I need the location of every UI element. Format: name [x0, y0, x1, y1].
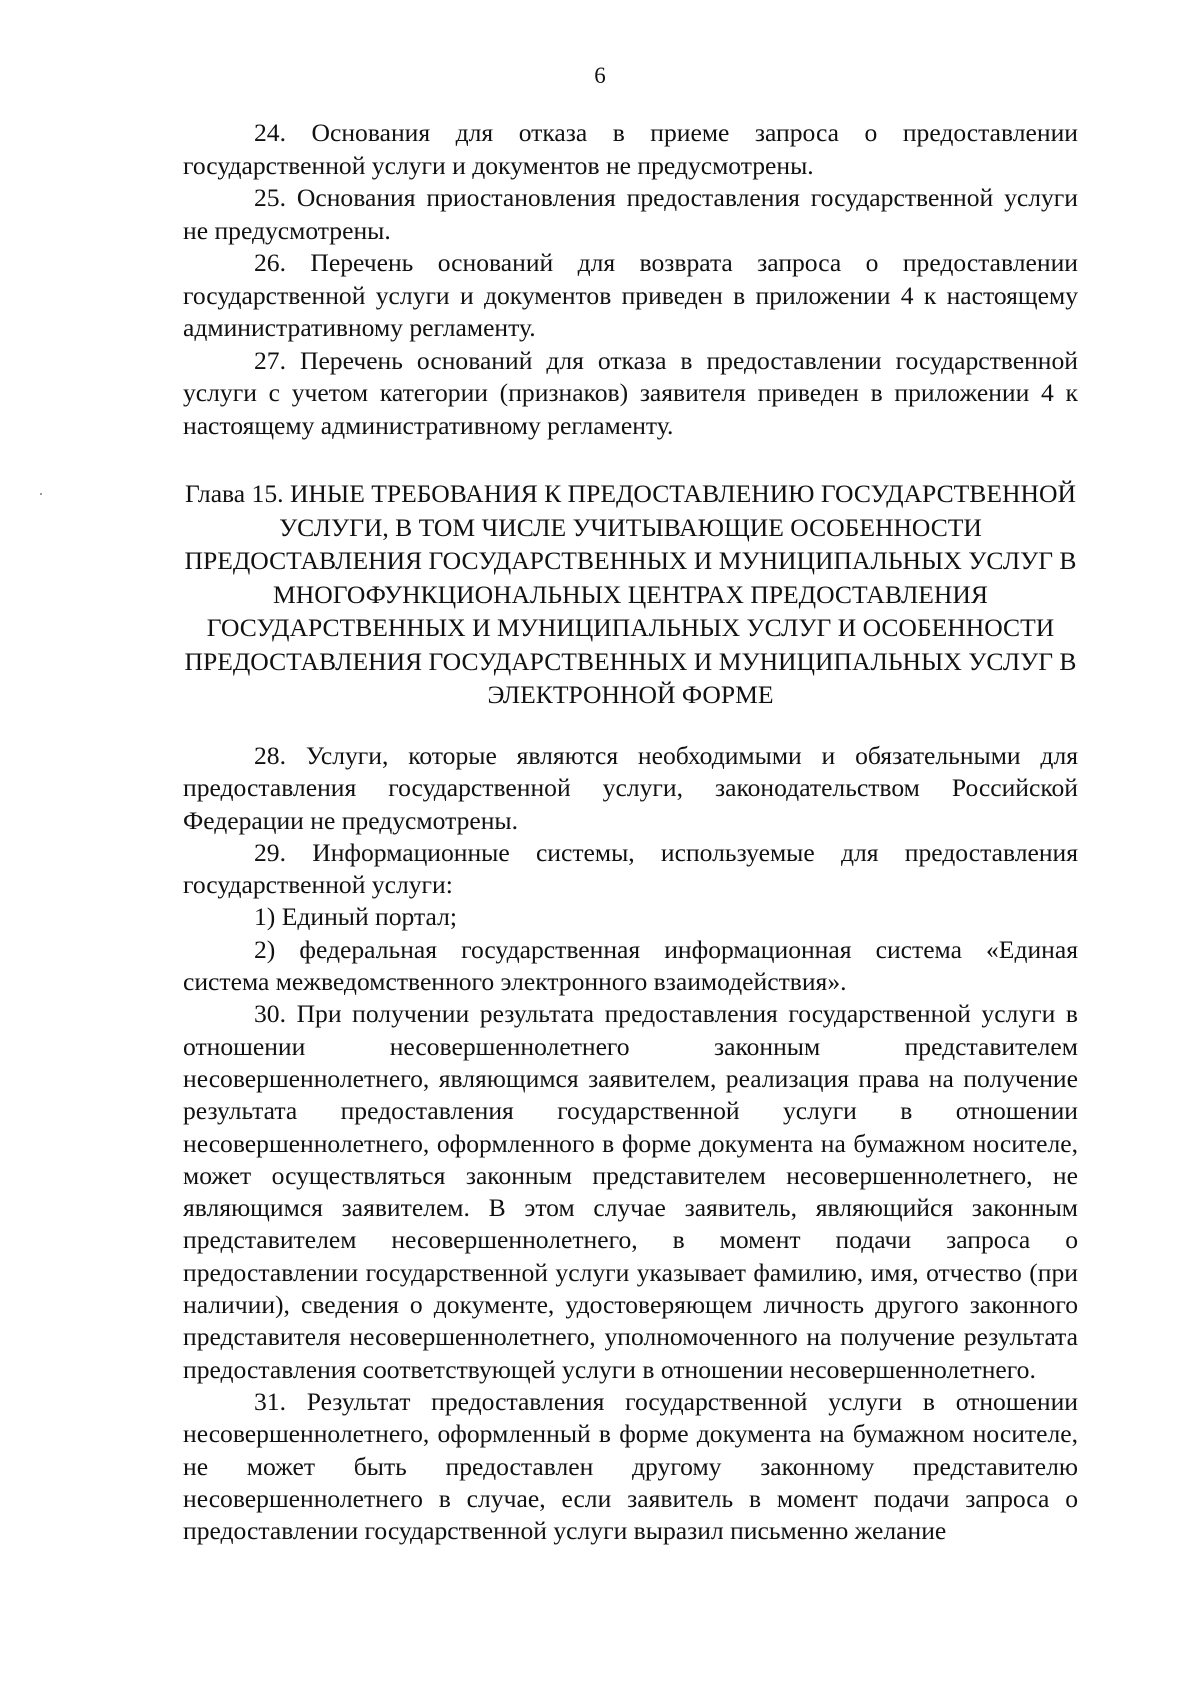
- paragraph-26: 26. Перечень оснований для возврата запроса о предоставлении государственной услуги и документов приведен в приложении 4 к настоящему административному регламенту.: [183, 248, 1078, 342]
- paragraph-27: 27. Перечень оснований для отказа в предоставлении государственной услуги с учетом категории (признаков) заявителя приведен в приложении 4 к настоящему административному регламенту.: [183, 345, 1078, 440]
- paragraph-31: 31. Результат предоставления государственной услуги в отношении несовершеннолетнего, оформленный в форме документа на бумажном носителе, не может быть предоставлен другому законному представителю несовершеннолетнего в случае, если заявитель в момент подачи запроса о предоставлении государственной услуги выразил письменно желание: [183, 1386, 1078, 1546]
- paragraph-30: 30. При получении результата предоставления государственной услуги в отношении несовершеннолетнего законным представителем несовершеннолетнего, являющимся заявителем, реализация права на получение результата предоставления государственной услуги в отношении несовершеннолетнего, оформленного в форме документа на бумажном носителе, может осуществляться законным представителем несовершеннолетнего, не являющимся заявителем. В этом случае заявитель, являющийся законным представителем несовершеннолетнего, в момент подачи запроса о предоставлении государственной услуги указывает фамилию, имя, отчество (при наличии), сведения о документе, удостоверяющем личность другого законного представителя несовершеннолетнего, уполномоченного на получение результата предоставления соответствующей услуги в отношении несовершеннолетнего.: [183, 999, 1078, 1384]
- paragraphs-24-27: [183, 117, 1078, 442]
- chapter-15-heading: Глава 15. ИНЫЕ ТРЕБОВАНИЯ К ПРЕДОСТАВЛЕНИЮ ГОСУДАРСТВЕННОЙ УСЛУГИ, В ТОМ ЧИСЛЕ УЧИТЫВАЮЩИЕ ОСОБЕННОСТИ ПРЕДОСТАВЛЕНИЯ ГОСУДАРСТВЕННЫХ И МУНИЦИПАЛЬНЫХ УСЛУГ В МНОГОФУНКЦИОНАЛЬНЫХ ЦЕНТРАХ ПРЕДОСТАВЛЕНИЯ ГОСУДАРСТВЕННЫХ И МУНИЦИПАЛЬНЫХ УСЛУГ И ОСОБЕННОСТИ ПРЕДОСТАВЛЕНИЯ ГОСУДАРСТВЕННЫХ И МУНИЦИПАЛЬНЫХ УСЛУГ В ЭЛЕКТРОННОЙ ФОРМЕ: [184, 479, 1077, 709]
- scan-speck: [40, 493, 42, 495]
- list-item-2: 2) федеральная государственная информационная система «Единая система межведомственного электронного взаимодействия».: [183, 934, 1078, 997]
- paragraph-28: 28. Услуги, которые являются необходимыми и обязательными для предоставления государственной услуги, законодательством Российской Федерации не предусмотрены.: [183, 741, 1078, 835]
- paragraph-24: 24. Основания для отказа в приеме запроса о предоставлении государственной услуги и документов не предусмотрены.: [183, 118, 1078, 180]
- paragraphs-28-31: [183, 740, 1078, 1547]
- page-number: 6: [594, 63, 606, 88]
- paragraph-25: 25. Основания приостановления предоставления государственной услуги не предусмотрены.: [183, 183, 1078, 245]
- list-item-1: 1) Единый портал;: [254, 902, 457, 932]
- paragraph-29: 29. Информационные системы, используемые для предоставления государственной услуги:: [183, 837, 1078, 900]
